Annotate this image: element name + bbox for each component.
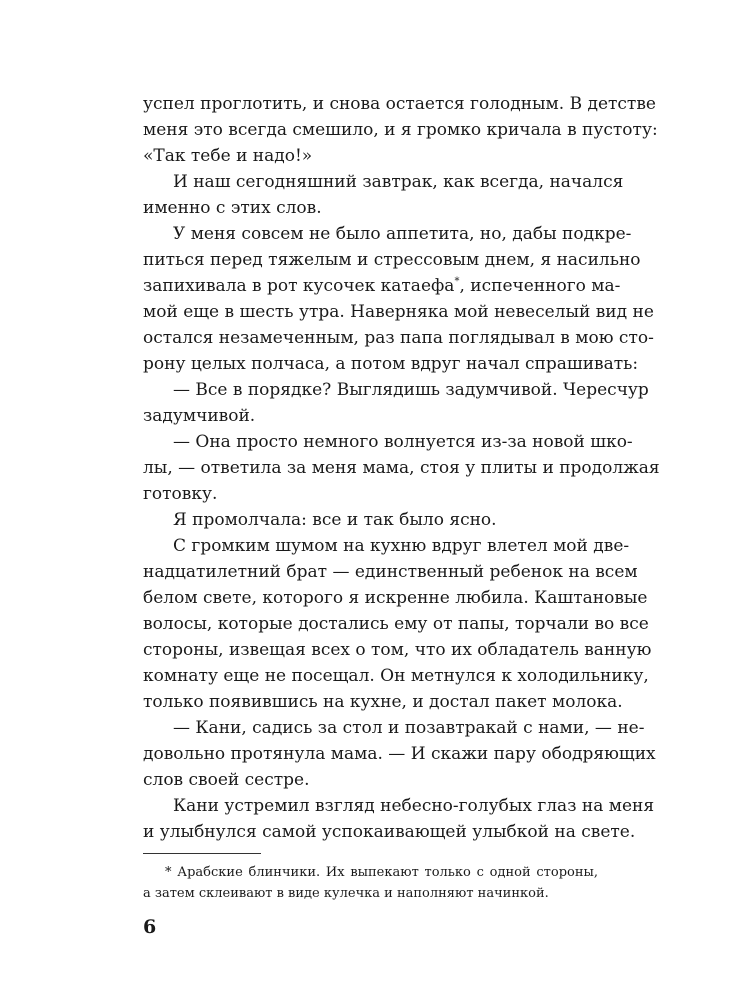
text-line: и улыбнулся самой успокаивающей улыбкой на свете. (143, 822, 636, 842)
text-line: И наш сегодняшний завтрак, как всегда, начался (173, 172, 624, 192)
text-line: — Все в порядке? Выглядишь задумчивой. Чересчур (173, 380, 649, 400)
text-line: Я промолчала: все и так было ясно. (173, 510, 497, 530)
text-line: надцатилетний брат — единственный ребенок на всем (143, 562, 638, 582)
footnote-divider (143, 853, 261, 854)
footnote-line: * Арабские блинчики. Их выпекают только с одной стороны, (165, 865, 598, 880)
footnote-marker: * (454, 276, 460, 287)
text-line: — Она просто немного волнуется из-за новой шко- (173, 432, 633, 452)
text-line: довольно протянула мама. — И скажи пару ободряющих (143, 744, 656, 764)
text-fragment: запихивала в рот кусочек катаефа (143, 276, 455, 296)
text-line: рону целых полчаса, а потом вдруг начал спрашивать: (143, 354, 639, 374)
text-line: — Кани, садись за стол и позавтракай с нами, — не- (173, 718, 645, 738)
text-line: Кани устремил взгляд небесно-голубых глаз на меня (173, 796, 655, 816)
text-line: слов своей сестре. (143, 770, 310, 790)
text-line: мой еще в шесть утра. Наверняка мой невеселый вид не (143, 302, 654, 322)
text-line: белом свете, которого я искренне любила. Каштановые (143, 588, 648, 608)
text-line-with-footnote (143, 273, 621, 299)
text-line: питься перед тяжелым и стрессовым днем, я насильно (143, 250, 641, 270)
text-line: успел проглотить, и снова остается голодным. В детстве (143, 94, 656, 114)
text-line: меня это всегда смешило, и я громко кричала в пустоту: (143, 120, 658, 140)
text-line: стороны, извещая всех о том, что их обладатель ванную (143, 640, 652, 660)
text-line: У меня совсем не было аппетита, но, дабы подкре- (173, 224, 632, 244)
text-line: задумчивой. (143, 406, 256, 426)
text-line: лы, — ответила за меня мама, стоя у плиты и продолжая (143, 458, 660, 478)
text-line: комнату еще не посещал. Он метнулся к холодильнику, (143, 666, 649, 686)
text-fragment: , испеченного ма- (459, 276, 621, 296)
text-line: «Так тебе и надо!» (143, 146, 313, 166)
text-line: только появившись на кухне, и достал пакет молока. (143, 692, 623, 712)
footnote-line: а затем склеивают в виде кулечка и наполняют начинкой. (143, 886, 549, 901)
text-line: именно с этих слов. (143, 198, 322, 218)
text-line: волосы, которые достались ему от папы, торчали во все (143, 614, 649, 634)
text-line: готовку. (143, 484, 218, 504)
page-number: 6 (143, 916, 157, 938)
text-line: С громким шумом на кухню вдруг влетел мой две- (173, 536, 630, 556)
text-line: остался незамеченным, раз папа поглядывал в мою сто- (143, 328, 654, 348)
